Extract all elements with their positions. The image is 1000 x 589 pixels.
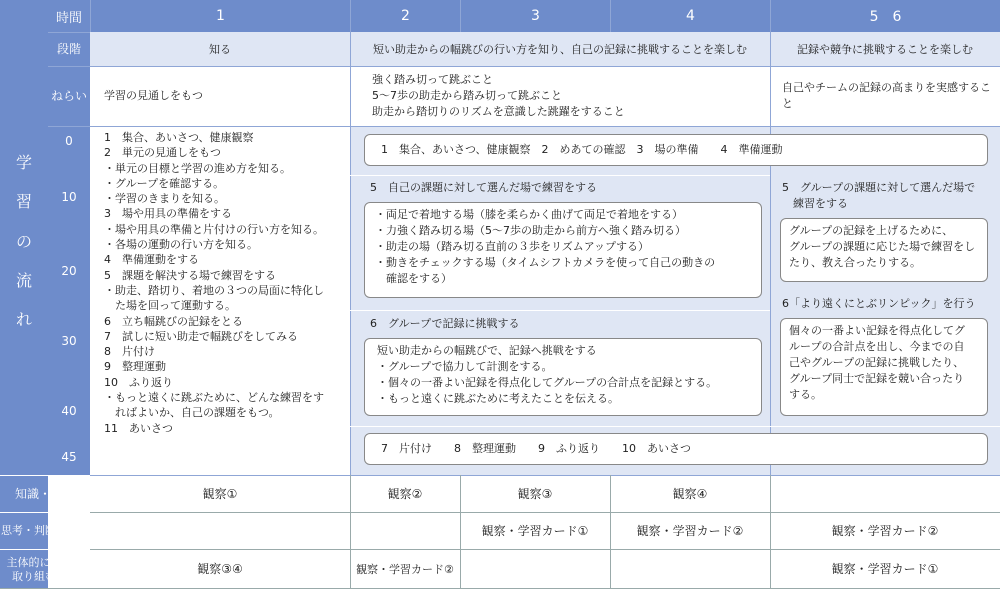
flow-char: れ [15, 310, 32, 329]
flow-line: 8 片付け [104, 345, 155, 359]
group-practice-box [780, 218, 988, 282]
flow-line: ・各場の運動の行い方を知る。 [104, 238, 258, 252]
aim-item: 助走から踏切りのリズムを意識した跳躍をすること [372, 104, 625, 118]
thinking-col1 [90, 512, 350, 549]
group-practice-title-line: 練習をする [782, 196, 848, 210]
group-challenge-item: ・グループで協力して計測をする。 [377, 359, 553, 373]
aim-col5-6: 自己やチームの記録の高まりを実感すること [782, 81, 991, 110]
minute-20: 20 [61, 264, 77, 278]
flow-line: 3 場や用具の準備をする [104, 207, 232, 221]
group-practice-title [782, 180, 975, 212]
knowledge-col3: 観察③ [517, 487, 553, 501]
flow-line: ・学習のきまりを知る。 [104, 192, 225, 206]
flow-char: 流 [15, 270, 32, 290]
olympic-box [780, 318, 988, 416]
flow-char: 習 [15, 192, 32, 212]
flow-line: た場を回って運動する。 [104, 299, 236, 313]
group-practice-item: グループの課題に応じた場で練習をし [789, 239, 976, 253]
olympic-item: グループ同士で記録を競い合ったり [789, 371, 965, 385]
olympic-item: 個々の一番よい記録を得点化してグ [789, 324, 965, 337]
practice-item: ・両足で着地する場（膝を柔らかく曲げて両足で着地をする） [375, 208, 683, 221]
attitude-col4 [610, 549, 770, 588]
minute-10: 10 [61, 190, 77, 204]
flow-label [0, 150, 48, 330]
section-divider [350, 175, 770, 176]
practice-item: 確認をする） [375, 271, 452, 285]
thinking-col2 [350, 512, 460, 549]
flow-line: ・助走、踏切り、着地の３つの局面に特化し [104, 283, 324, 297]
minute-45: 45 [61, 450, 77, 464]
label-divider [48, 126, 90, 127]
attitude-col3 [460, 549, 610, 588]
olympic-item: 己やグループの記録に挑戦したり、 [789, 355, 965, 369]
group-challenge-item: ・もっと遠くに跳ぶために考えたことを伝える。 [377, 391, 619, 405]
intro-box: 1 集合、あいさつ、健康観察 2 めあての確認 3 場の準備 4 準備運動 [364, 134, 988, 166]
practice-item: ・動きをチェックする場（タイムシフトカメラを使って自己の動きの [375, 255, 716, 269]
section-divider [350, 310, 770, 311]
thinking-col5-6: 観察・学習カード② [831, 524, 939, 538]
group-challenge-item: ・個々の一番よい記録を得点化してグループの合計点を記録とする。 [377, 375, 718, 389]
attitude-col2: 観察・学習カード② [356, 562, 454, 576]
flow-line: 7 試しに短い助走で幅跳びをしてみる [104, 329, 298, 343]
knowledge-col2: 観察② [387, 487, 423, 501]
flow-line: 10 ふり返り [104, 375, 173, 389]
attitude-col1: 観察③④ [197, 562, 243, 576]
closing-box: 7 片付け 8 整理運動 9 ふり返り 10 あいさつ [364, 433, 988, 465]
olympic-title: 6「より遠くにとぶリンピック」を行う [782, 297, 976, 310]
stage-label: 段階 [48, 32, 90, 66]
knowledge-col4: 観察④ [672, 487, 708, 501]
practice-box [364, 202, 762, 298]
group-challenge-title: 6 グループで記録に挑戦する [370, 317, 520, 330]
flow-line: 5 課題を解決する場で練習をする [104, 268, 276, 282]
section-divider [350, 426, 1000, 427]
practice-item: ・力強く踏み切る場（5～7歩の助走から前方へ強く踏み切る） [375, 223, 686, 237]
flow-line: 9 整理運動 [104, 360, 166, 374]
knowledge-col5-6 [770, 475, 1000, 512]
aim-item: 5～7歩の助走から踏み切って跳ぶこと [372, 88, 562, 102]
practice-title: 5 自己の課題に対して選んだ場で練習をする [370, 181, 597, 194]
col1-flow [104, 130, 324, 436]
flow-line: 6 立ち幅跳びの記録をとる [104, 314, 243, 328]
group-challenge-item: 短い助走からの幅跳びで、記録へ挑戦をする [377, 344, 597, 357]
flow-line: ・単元の目標と学習の進め方を知る。 [104, 161, 291, 175]
grid-line [350, 32, 351, 475]
flow-line: ・グループを確認する。 [104, 176, 225, 190]
aim-col2-4 [372, 72, 625, 120]
col-header-1: 1 [90, 0, 350, 32]
thinking-label: 思考・判断・表現 [0, 512, 90, 549]
aim-item: 強く踏み切って跳ぶこと [372, 73, 493, 86]
olympic-item: ループの合計点を出し、今までの自 [789, 339, 965, 353]
flow-line: ればよいか、自己の課題をもつ。 [104, 406, 280, 420]
knowledge-label: 知識・技能 [0, 475, 90, 512]
attitude-label: 主体的に学習に取り組む態度 [0, 549, 90, 589]
aim-col1: 学習の見通しをもつ [104, 89, 203, 102]
group-practice-item: たり、教え合ったりする。 [789, 255, 921, 269]
col-header-5-6: 5 6 [770, 0, 1000, 32]
flow-line: 11 あいさつ [104, 421, 173, 435]
flow-char: 学 [15, 153, 32, 172]
practice-item: ・助走の場（踏み切る直前の３歩をリズムアップする） [375, 239, 650, 253]
col-header-4: 4 [610, 0, 770, 32]
group-practice-item: グループの記録を上げるために、 [789, 224, 954, 237]
aim-label: ねらい [48, 66, 90, 126]
group-practice-title-line: 5 グループの課題に対して選んだ場で [782, 181, 976, 194]
flow-char: の [15, 231, 32, 251]
minute-30: 30 [61, 334, 77, 348]
flow-line: ・もっと遠くに跳ぶために、どんな練習をす [104, 391, 324, 405]
minute-40: 40 [61, 404, 77, 418]
time-label: 時間 [55, 10, 82, 26]
minute-0: 0 [65, 134, 73, 148]
attitude-col5-6: 観察・学習カード① [831, 562, 939, 576]
olympic-item: する。 [789, 387, 822, 401]
col-header-2: 2 [350, 0, 460, 32]
group-challenge-box [364, 338, 762, 416]
knowledge-col1: 観察① [202, 487, 238, 501]
thinking-col3: 観察・学習カード① [481, 524, 589, 538]
stage-col2-4: 短い助走からの幅跳びの行い方を知り、自己の記録に挑戦することを楽しむ [373, 43, 747, 56]
flow-line: ・場や用具の準備と片付けの行い方を知る。 [104, 222, 324, 236]
flow-line: 1 集合、あいさつ、健康観察 [104, 131, 254, 144]
thinking-col4: 観察・学習カード② [636, 524, 744, 538]
flow-line: 4 準備運動をする [104, 253, 199, 267]
stage-col1: 知る [209, 43, 231, 56]
col-header-3: 3 [460, 0, 610, 32]
flow-line: 2 単元の見通しをもつ [104, 146, 221, 160]
stage-col5-6: 記録や競争に挑戦することを楽しむ [797, 43, 973, 56]
